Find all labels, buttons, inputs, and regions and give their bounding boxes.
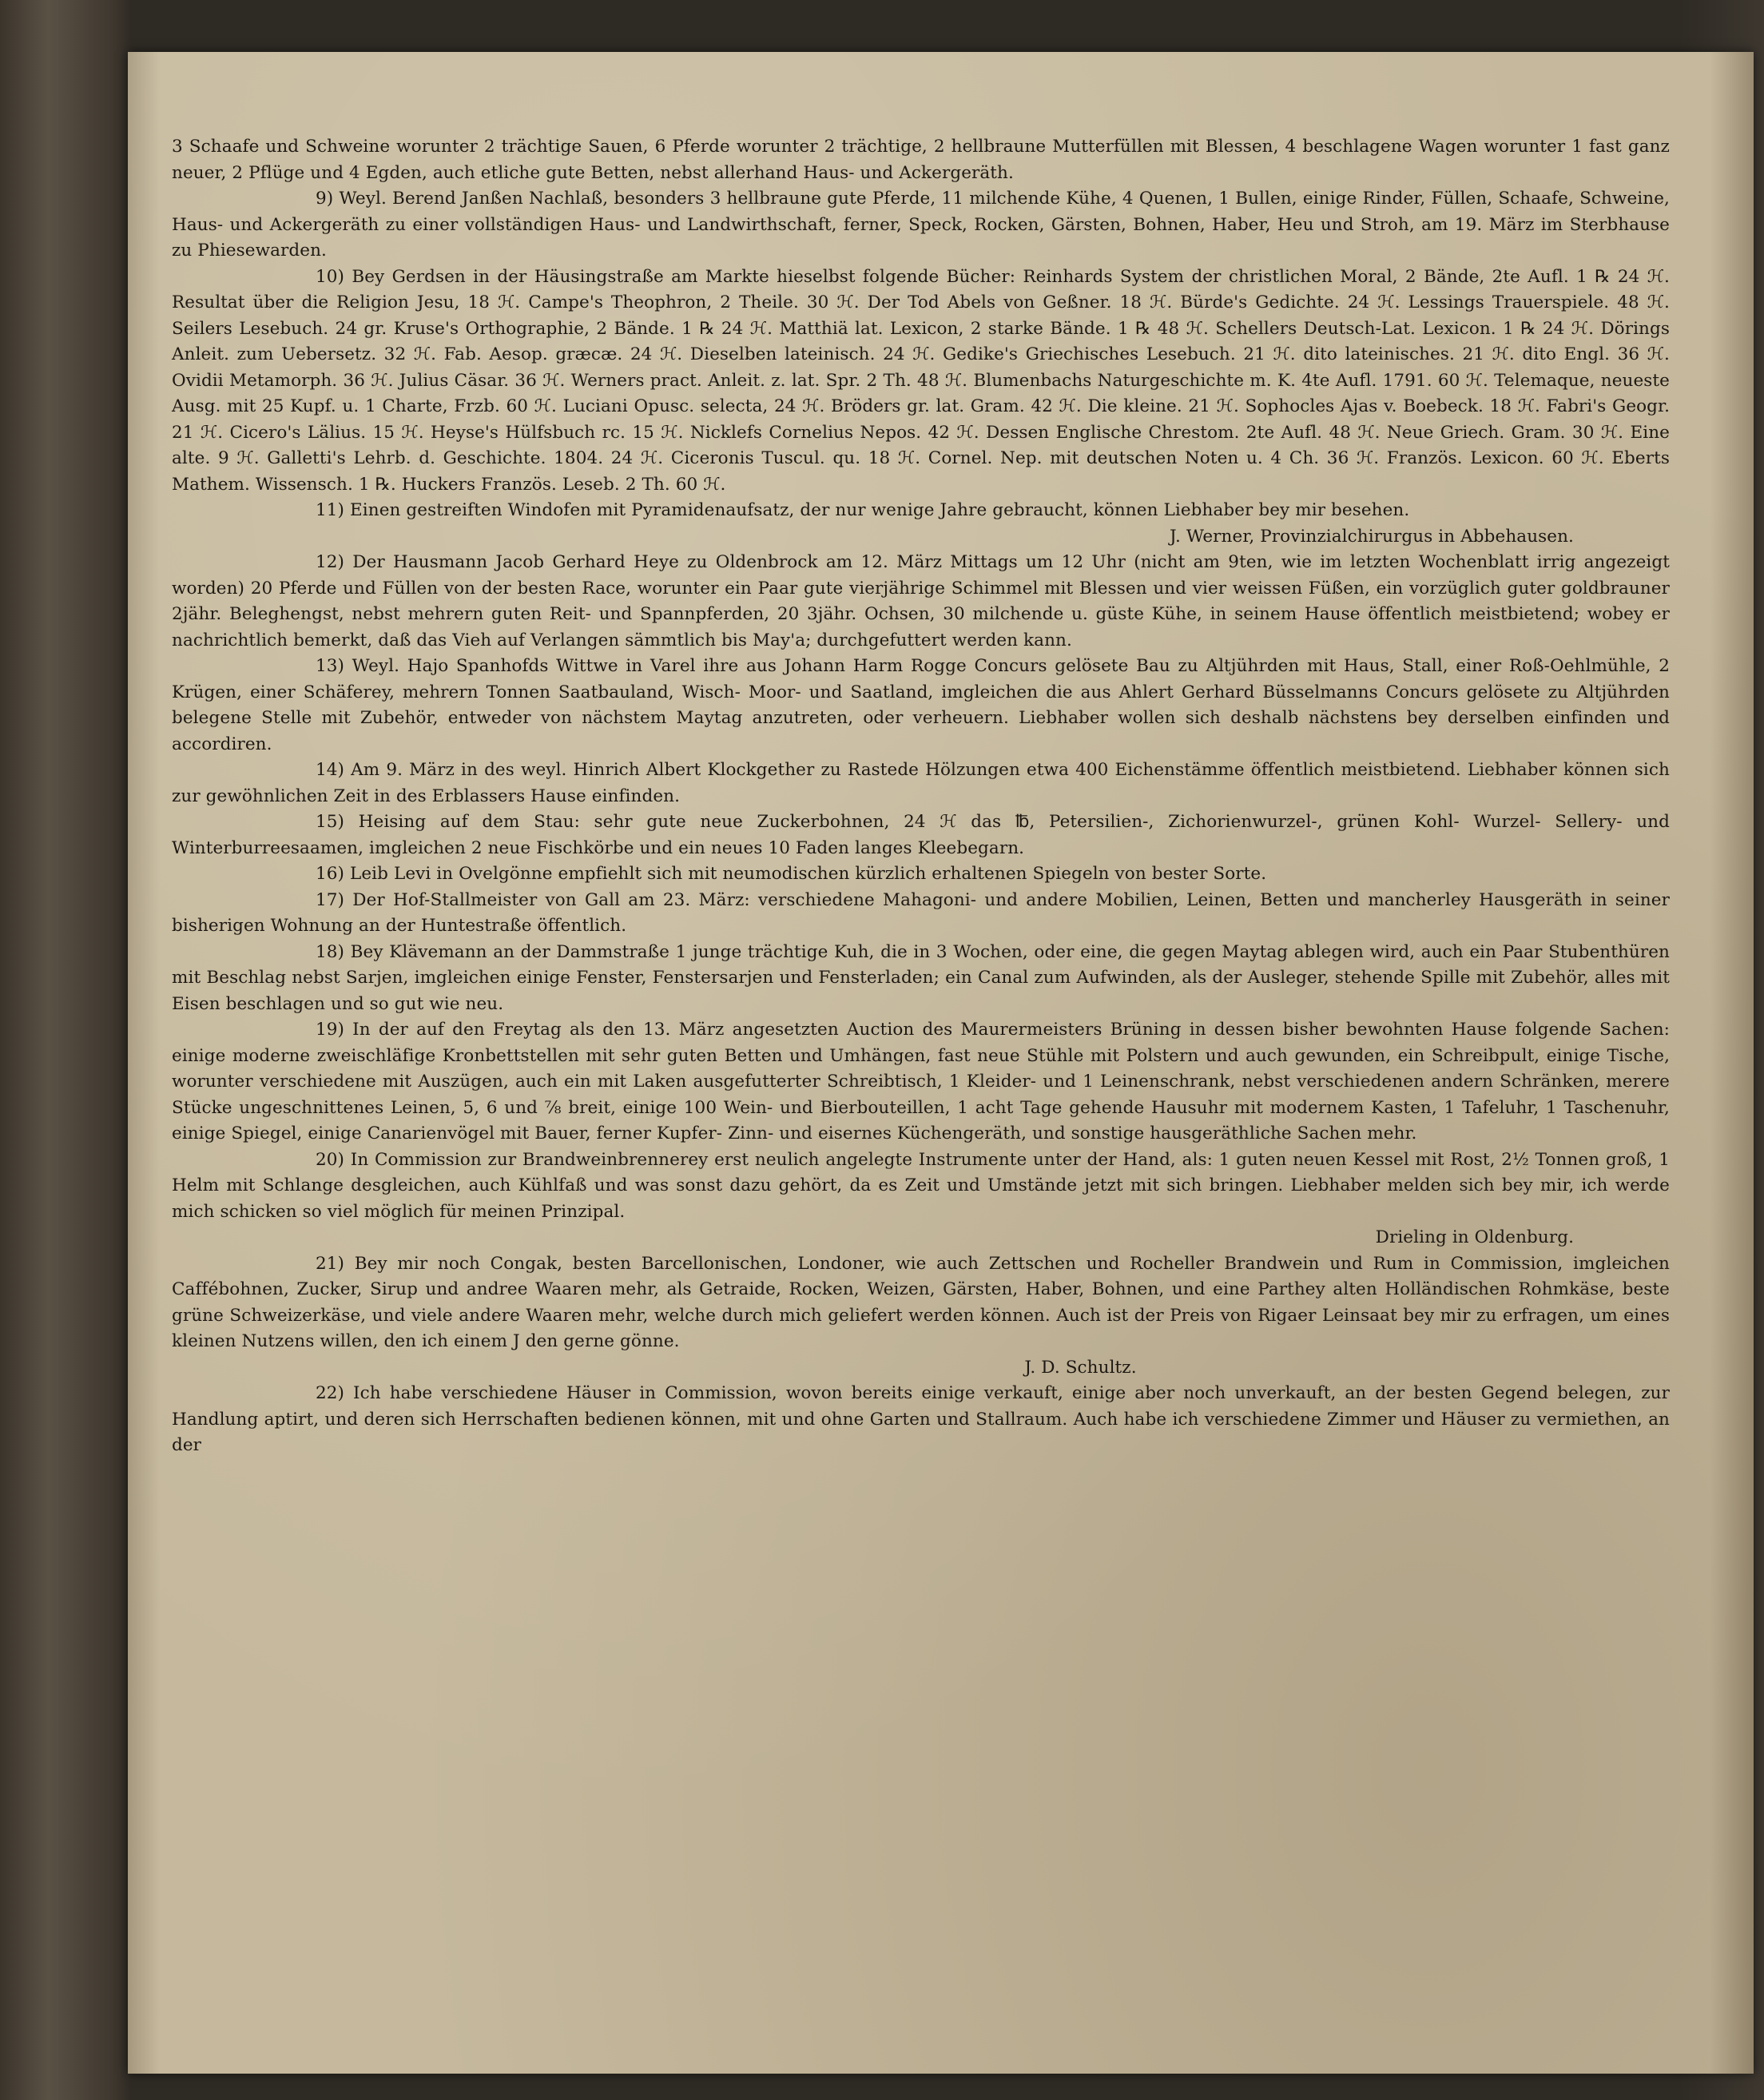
notice-15: 15) Heising auf dem Stau: sehr gute neue Zuckerbohnen, 24 ℋ das ℔, Petersilien-, Zichorienwurzel-, grünen Kohl- Wurzel- Sellery- und Winterburreesaamen, imgleichen 2 neue Fischkörbe und ein neues 10 Faden langes Kleebegarn. xyxy=(172,812,1670,858)
notice-11: 11) Einen gestreiften Windofen mit Pyramidenaufsatz, der nur wenige Jahre gebraucht, können Liebhaber bey mir besehen. xyxy=(316,500,1410,520)
article-text xyxy=(172,134,1670,1459)
notice-14: 14) Am 9. März in des weyl. Hinrich Albert Klockgether zu Rastede Hölzungen etwa 400 Eichenstämme öffentlich meistbietend. Liebhaber können sich zur gewöhnlichen Zeit in des Erblassers Hause einfinden. xyxy=(172,760,1670,806)
notice-12: 12) Der Hausmann Jacob Gerhard Heye zu Oldenbrock am 12. März Mittags um 12 Uhr (nicht am 9ten, wie im letzten Wochenblatt irrig angezeigt worden) 20 Pferde und Füllen von der besten Race, worunter ein Paar gute vierjährige Schimmel mit Blessen und vier weissen Füßen, ein vorzüglich guter goldbrauner 2jähr. Beleghengst, nebst mehrern guten Reit- und Spannpferden, 20 3jähr. Ochsen, 30 milchende u. güste Kühe, in seinem Hause öffentlich meistbietend; wobey er nachrichtlich bemerkt, daß das Vieh auf Verlangen sämmtlich bis May'a; durchgefuttert werden kann. xyxy=(172,552,1670,650)
notice-20: 20) In Commission zur Brandweinbrennerey erst neulich angelegte Instrumente unter der Hand, als: 1 guten neuen Kessel mit Rost, 2½ Tonnen groß, 1 Helm mit Schlange desgleichen, auch Kühlfaß und was sonst dazu gehört, da es Zeit und Umstände jetzt mit sich bringen. Liebhaber melden sich bey mir, ich werde mich schicken so viel möglich für meinen Prinzipal. xyxy=(172,1149,1670,1222)
signature-schultz: J. D. Schultz. xyxy=(1024,1357,1137,1378)
notice-19: 19) In der auf den Freytag als den 13. März angesetzten Auction des Maurermeisters Brüning in dessen bisher bewohnten Hause folgende Sachen: einige moderne zweischläfige Kronbettstellen mit sehr guten Betten und Umhängen, fast neue Stühle mit Polstern und auch gewunden, ein Schreibpult, einige Tische, worunter verschiedene mit Auszügen, auch ein mit Laken ausgefutterter Schreibtisch, 1 Kleider- und 1 Leinenschrank, nebst verschiedenen andern Schränken, merere Stücke ungeschnittenes Leinen, 5, 6 und ⅞ breit, einige 100 Wein- und Bierbouteillen, 1 acht Tage gehende Hausuhr mit modernem Kasten, 1 Tafeluhr, 1 Taschenuhr, einige Spiegel, einige Canarienvögel mit Bauer, ferner Kupfer- Zinn- und eisernes Küchengeräth, und sonstige hausgeräthliche Sachen mehr. xyxy=(172,1020,1670,1143)
notice-16: 16) Leib Levi in Ovelgönne empfiehlt sich mit neumodischen kürzlich erhaltenen Spiegeln von bester Sorte. xyxy=(316,864,1267,884)
signature-drieling: Drieling in Oldenburg. xyxy=(1375,1227,1574,1247)
notice-18: 18) Bey Klävemann an der Dammstraße 1 junge trächtige Kuh, die in 3 Wochen, oder eine, die gegen Maytag ablegen wird, auch ein Paar Stubenthüren mit Beschlag nebst Sarjen, imgleichen einige Fenster, Fenstersarjen und Fensterladen; ein Canal zum Aufwinden, als der Ausleger, stehende Spille mit Zubehör, alles mit Eisen beschlagen und so gut wie neu. xyxy=(172,941,1670,1014)
notice-21: 21) Bey mir noch Congak, besten Barcellonischen, Londoner, wie auch Zettschen und Rocheller Brandwein und Rum in Commission, imgleichen Caffébohnen, Zucker, Sirup und andree Waaren mehr, als Getraide, Rocken, Weizen, Gärsten, Haber, Bohnen, und eine Parthey alten Holländischen Rohmkäse, beste grüne Schweizerkäse, und viele andere Waaren mehr, welche durch mich geliefert werden können. Auch ist der Preis von Rigaer Leinsaat bey mir zu erfragen, um eines kleinen Nutzens willen, den ich einem J den gerne gönne. xyxy=(172,1253,1670,1351)
paragraph-continuation: 3 Schaafe und Schweine worunter 2 trächtige Sauen, 6 Pferde worunter 2 trächtige, 2 hellbraune Mutterfüllen mit Blessen, 4 beschlagene Wagen worunter 1 fast ganz neuer, 2 Pflüge und 4 Egden, auch etliche gute Betten, nebst allerhand Haus- und Ackergeräth. xyxy=(172,137,1670,183)
notice-22: 22) Ich habe verschiedene Häuser in Commission, wovon bereits einige verkauft, einige aber noch unverkauft, an der besten Gegend belegen, zur Handlung aptirt, und deren sich Herrschaften bedienen können, mit und ohne Garten und Stallraum. Auch habe ich verschiedene Zimmer und Häuser zu vermiethen, an der xyxy=(172,1383,1670,1455)
notice-9: 9) Weyl. Berend Janßen Nachlaß, besonders 3 hellbraune gute Pferde, 11 milchende Kühe, 4 Quenen, 1 Bullen, einige Rinder, Füllen, Schaafe, Schweine, Haus- und Ackergeräth zu einer vollständigen Haus- und Landwirthschaft, ferner, Speck, Rocken, Gärsten, Bohnen, Haber, Heu und Stroh, am 19. März im Sterbhause zu Phiesewarden. xyxy=(172,189,1670,261)
notice-10: 10) Bey Gerdsen in der Häusingstraße am Markte hieselbst folgende Bücher: Reinhards System der christlichen Moral, 2 Bände, 2te Aufl. 1 ℞ 24 ℋ. Resultat über die Religion Jesu, 18 ℋ. Campe's Theophron, 2 Theile. 30 ℋ. Der Tod Abels von Geßner. 18 ℋ. Bürde's Gedichte. 24 ℋ. Lessings Trauerspiele. 48 ℋ. Seilers Lesebuch. 24 gr. Kruse's Orthographie, 2 Bände. 1 ℞ 24 ℋ. Matthiä lat. Lexicon, 2 starke Bände. 1 ℞ 48 ℋ. Schellers Deutsch-Lat. Lexicon. 1 ℞ 24 ℋ. Dörings Anleit. zum Uebersetz. 32 ℋ. Fab. Aesop. græcæ. 24 ℋ. Dieselben lateinisch. 24 ℋ. Gedike's Griechisches Lesebuch. 21 ℋ. dito lateinisches. 21 ℋ. dito Engl. 36 ℋ. Ovidii Metamorph. 36 ℋ. Julius Cäsar. 36 ℋ. Werners pract. Anleit. z. lat. Spr. 2 Th. 48 ℋ. Blumenbachs Naturgeschichte m. K. 4te Aufl. 1791. 60 ℋ. Telemaque, neueste Ausg. mit 25 Kupf. u. 1 Charte, Frzb. 60 ℋ. Luciani Opusc. selecta, 24 ℋ. Bröders gr. lat. Gram. 42 ℋ. Die kleine. 21 ℋ. Sophocles Ajas v. Boebeck. 18 ℋ. Fabri's Geogr. 21 ℋ. Cicero's Lälius. 15 ℋ. Heyse's Hülfsbuch rc. 15 ℋ. Nicklefs Cornelius Nepos. 42 ℋ. Dessen Englische Chrestom. 2te Aufl. 48 ℋ. Neue Griech. Gram. 30 ℋ. Eine alte. 9 ℋ. Galletti's Lehrb. d. Geschichte. 1804. 24 ℋ. Ciceronis Tuscul. qu. 18 ℋ. Cornel. Nep. mit deutschen Noten u. 4 Ch. 36 ℋ. Französ. Lexicon. 60 ℋ. Eberts Mathem. Wissensch. 1 ℞. Huckers Französ. Leseb. 2 Th. 60 ℋ. xyxy=(172,266,1670,495)
signature-werner: J. Werner, Provinzialchirurgus in Abbehausen. xyxy=(1169,526,1574,547)
notice-13: 13) Weyl. Hajo Spanhofds Wittwe in Varel ihre aus Johann Harm Rogge Concurs gelösete Bau zu Altjührden mit Haus, Stall, einer Roß-Oehlmühle, 2 Krügen, einer Schäferey, mehrern Tonnen Saatbauland, Wisch- Moor- und Saatland, imgleichen die aus Ahlert Gerhard Büsselmanns Concurs gelösete zu Altjührden belegene Stelle mit Zubehör, entweder von nächstem Maytag anzutreten, oder verheuern. Liebhaber wollen sich deshalb nächstens bey derselben einfinden und accordiren. xyxy=(172,656,1670,754)
notice-17: 17) Der Hof-Stallmeister von Gall am 23. März: verschiedene Mahagoni- und andere Mobilien, Leinen, Betten und mancherley Hausgeräth in seiner bisherigen Wohnung an der Huntestraße öffentlich. xyxy=(172,889,1670,936)
